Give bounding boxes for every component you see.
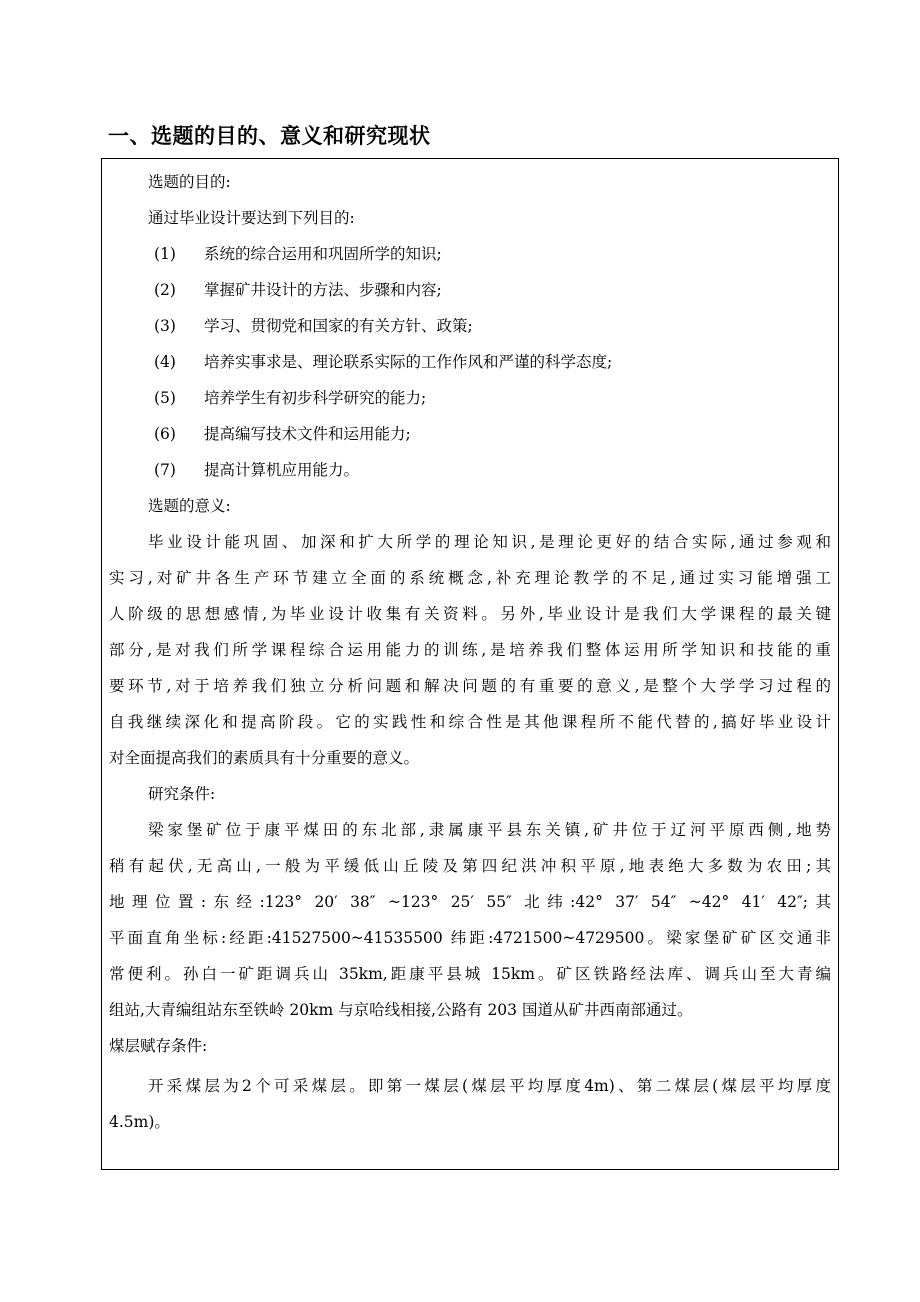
list-item xyxy=(109,416,831,452)
list-item-text: 培养实事求是、理论联系实际的工作作风和严谨的科学态度; xyxy=(204,353,613,371)
significance-heading: 选题的意义: xyxy=(148,497,231,515)
conditions-paragraph xyxy=(109,812,831,1028)
list-item-text: 学习、贯彻党和国家的有关方针、政策; xyxy=(204,317,473,335)
list-item-number: (5) xyxy=(154,389,176,407)
significance-paragraph xyxy=(109,524,831,776)
list-item xyxy=(109,344,831,380)
list-item-text: 提高计算机应用能力。 xyxy=(204,461,360,479)
section-title: 一、选题的目的、意义和研究现状 xyxy=(108,124,431,148)
list-item-text: 培养学生有初步科学研究的能力; xyxy=(204,389,427,407)
paragraph-line: 对全面提高我们的素质具有十分重要的意义。 xyxy=(109,749,420,767)
list-item-number: (1) xyxy=(154,245,176,263)
paragraph-line: 自我继续深化和提高阶段。它的实践性和综合性是其他课程所不能代替的,搞好毕业设计 xyxy=(109,713,831,731)
paragraph-line: 人阶级的思想感情,为毕业设计收集有关资料。另外,毕业设计是我们大学课程的最关键 xyxy=(109,605,831,623)
content-table-cell xyxy=(101,158,839,1170)
list-item xyxy=(109,452,831,488)
paragraph-line: 4.5m)。 xyxy=(109,1113,170,1131)
coal-seam-paragraph xyxy=(109,1068,831,1140)
paragraph-line: 地理位置:东经:123° 20′ 38″ ~123° 25′ 55″ 北纬:42° 37′ 54″ ~42° 41′ 42″;其 xyxy=(109,893,831,911)
list-item xyxy=(109,308,831,344)
purpose-heading: 选题的目的: xyxy=(148,173,231,191)
paragraph-line: 要环节,对于培养我们独立分析问题和解决问题的有重要的意义,是整个大学学习过程的 xyxy=(109,677,831,695)
list-item xyxy=(109,236,831,272)
paragraph-line: 平面直角坐标:经距:41527500~41535500 纬距:4721500~4729500。梁家堡矿矿区交通非 xyxy=(109,929,831,947)
paragraph-line: 开采煤层为2个可采煤层。即第一煤层(煤层平均厚度4m)、第二煤层(煤层平均厚度 xyxy=(148,1077,831,1095)
list-item-number: (6) xyxy=(154,425,176,443)
cell-content xyxy=(109,164,831,1140)
purpose-intro: 通过毕业设计要达到下列目的: xyxy=(148,209,355,227)
list-item xyxy=(109,380,831,416)
list-item xyxy=(109,272,831,308)
paragraph-line: 常便利。孙白一矿距调兵山 35km,距康平县城 15km。矿区铁路经法库、调兵山至大青编 xyxy=(109,965,831,983)
paragraph-line: 梁家堡矿位于康平煤田的东北部,隶属康平县东关镇,矿井位于辽河平原西侧,地势 xyxy=(148,821,831,839)
paragraph-line: 稍有起伏,无高山,一般为平缓低山丘陵及第四纪洪冲积平原,地表绝大多数为农田;其 xyxy=(109,857,831,875)
conditions-heading: 研究条件: xyxy=(148,785,216,803)
paragraph-line: 毕业设计能巩固、加深和扩大所学的理论知识,是理论更好的结合实际,通过参观和 xyxy=(148,533,831,551)
list-item-text: 提高编写技术文件和运用能力; xyxy=(204,425,411,443)
list-item-number: (4) xyxy=(154,353,176,371)
list-item-number: (2) xyxy=(154,281,176,299)
paragraph-line: 部分,是对我们所学课程综合运用能力的训练,是培养我们整体运用所学知识和技能的重 xyxy=(109,641,831,659)
list-item-text: 系统的综合运用和巩固所学的知识; xyxy=(204,245,442,263)
coal-seam-heading: 煤层赋存条件: xyxy=(109,1037,208,1055)
list-item-number: (7) xyxy=(154,461,176,479)
list-item-number: (3) xyxy=(154,317,176,335)
list-item-text: 掌握矿井设计的方法、步骤和内容; xyxy=(204,281,442,299)
paragraph-line: 组站,大青编组站东至铁岭 20km 与京哈线相接,公路有 203 国道从矿井西南部通过。 xyxy=(109,1001,693,1019)
paragraph-line: 实习,对矿井各生产环节建立全面的系统概念,补充理论教学的不足,通过实习能增强工 xyxy=(109,569,831,587)
